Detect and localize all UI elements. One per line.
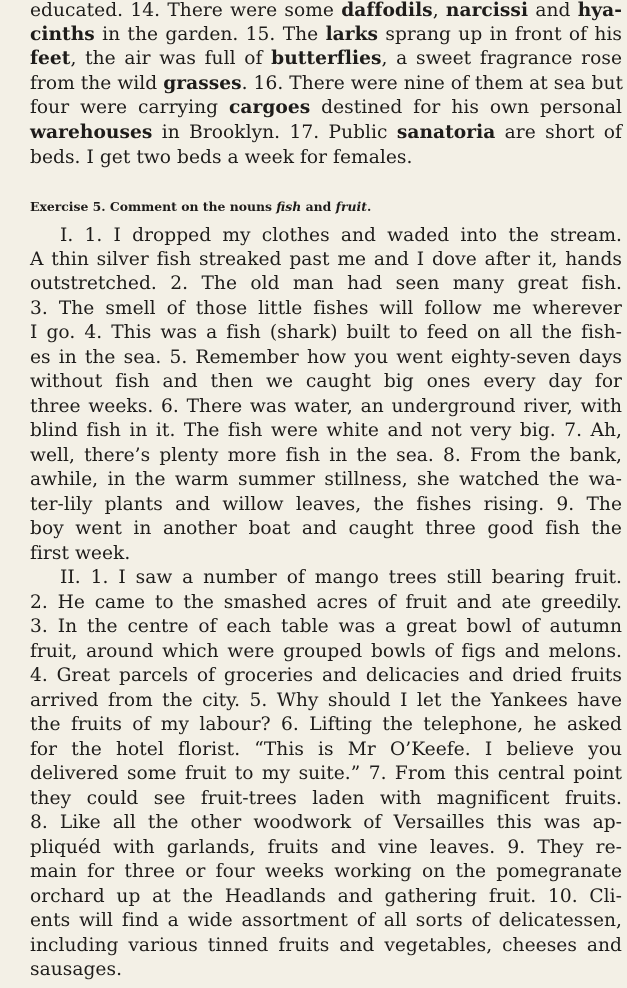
text-run: and xyxy=(528,0,578,21)
bold-noun: grasses xyxy=(163,73,242,94)
section2-line: for the hotel florist. “This is Mr O’Keefe. I believe you xyxy=(30,739,622,760)
bold-noun: narcissi xyxy=(445,0,529,21)
section2-line: delivered some fruit to my suite.” 7. From this central point xyxy=(30,763,622,784)
top-line-4 xyxy=(30,74,622,94)
bold-noun: daffodils xyxy=(341,0,433,21)
section1-line: ter-lily plants and willow leaves, the fishes rising. 9. The xyxy=(30,494,622,515)
bold-noun: larks xyxy=(325,24,379,45)
section1-line: es in the sea. 5. Remember how you went eighty-seven days xyxy=(30,347,622,368)
section2-line: 2. He came to the smashed acres of fruit and ate greedily. xyxy=(30,592,622,613)
section2-line: orchard up at the Headlands and gathering fruit. 10. Cli- xyxy=(30,886,622,907)
bold-noun: cinths xyxy=(30,24,95,45)
section2-line: arrived from the city. 5. Why should I let the Yankees have xyxy=(30,690,622,711)
text-run: destined for his own personal xyxy=(310,97,622,118)
section1-line: I. 1. I dropped my clothes and waded into the stream. xyxy=(60,225,622,246)
section2-line: 8. Like all the other woodwork of Versailles this was ap- xyxy=(30,812,622,833)
bold-noun: cargoes xyxy=(229,97,311,118)
section2-line: they could see fruit-trees laden with magnificent fruits. xyxy=(30,788,622,809)
section2-line: including various tinned fruits and vegetables, cheeses and xyxy=(30,935,622,956)
text-run: , xyxy=(432,0,446,21)
heading-word-fish: fish xyxy=(276,199,302,214)
section1-line: blind fish in it. The fish were white and not very big. 7. Ah, xyxy=(30,420,622,441)
section1-line: awhile, in the warm summer stillness, she watched the wa- xyxy=(30,469,622,490)
top-line-6 xyxy=(30,123,622,143)
section2-line: 3. In the centre of each table was a great bowl of autumn xyxy=(30,616,622,637)
text-run: beds. I get two beds a week for females. xyxy=(30,147,413,168)
section2-line: 4. Great parcels of groceries and delicacies and dried fruits xyxy=(30,665,622,686)
heading-word-fruit: fruit xyxy=(335,199,367,214)
section1-line: well, there’s plenty more fish in the sea. 8. From the bank, xyxy=(30,445,622,466)
text-run: , a sweet fragrance rose xyxy=(381,48,622,69)
top-line-2 xyxy=(30,25,622,45)
section1-line: boy went in another boat and caught three good fish the xyxy=(30,518,622,539)
bold-noun: feet xyxy=(30,48,71,69)
text-run: in Brooklyn. 17. Public xyxy=(152,122,397,143)
bold-noun: sanatoria xyxy=(396,122,496,143)
section1-line: three weeks. 6. There was water, an underground river, with xyxy=(30,396,622,417)
bold-noun: warehouses xyxy=(30,122,153,143)
text-run: from the wild xyxy=(30,73,164,94)
text-run: four were carrying xyxy=(30,97,229,118)
top-line-5 xyxy=(30,98,622,118)
section1-line: I go. 4. This was a fish (shark) built to feed on all the fish- xyxy=(30,322,622,343)
heading-middle: and xyxy=(301,199,336,214)
section1-line: first week. xyxy=(30,543,131,564)
text-run: sprang up in front of his xyxy=(378,24,623,45)
bold-noun: hya- xyxy=(577,0,622,21)
section1-line: without fish and then we caught big ones every day for xyxy=(30,371,622,392)
section1-line: 3. The smell of those little fishes will follow me wherever xyxy=(30,298,622,319)
section2-line: main for three or four weeks working on the pomegranate xyxy=(30,861,622,882)
section2-line: ents will find a wide assortment of all sorts of delicatessen, xyxy=(30,910,622,931)
text-run: are short of xyxy=(495,122,622,143)
text-run: , the air was full of xyxy=(70,48,272,69)
section2-line: the fruits of my labour? 6. Lifting the telephone, he asked xyxy=(30,714,622,735)
section2-line: sausages. xyxy=(30,959,123,980)
section2-line: pliquéd with garlands, fruits and vine leaves. 9. They re- xyxy=(30,837,622,858)
heading-prefix: Exercise 5. Comment on the nouns xyxy=(30,199,277,214)
heading-suffix: . xyxy=(366,199,372,214)
text-run: . 16. There were nine of them at sea but xyxy=(241,73,623,94)
exercise-heading xyxy=(30,199,371,215)
top-line-1 xyxy=(30,1,622,21)
top-line-3 xyxy=(30,49,622,69)
text-run: educated. 14. There were some xyxy=(30,0,342,21)
section2-line: II. 1. I saw a number of mango trees still bearing fruit. xyxy=(60,567,622,588)
section2-line: fruit, around which were grouped bowls of figs and melons. xyxy=(30,641,622,662)
text-run: in the garden. 15. The xyxy=(94,24,326,45)
bold-noun: butterflies xyxy=(271,48,382,69)
section1-line: outstretched. 2. The old man had seen many great fish. xyxy=(30,273,622,294)
top-line-7 xyxy=(30,148,622,168)
section1-line: A thin silver fish streaked past me and I dove after it, hands xyxy=(30,249,622,270)
